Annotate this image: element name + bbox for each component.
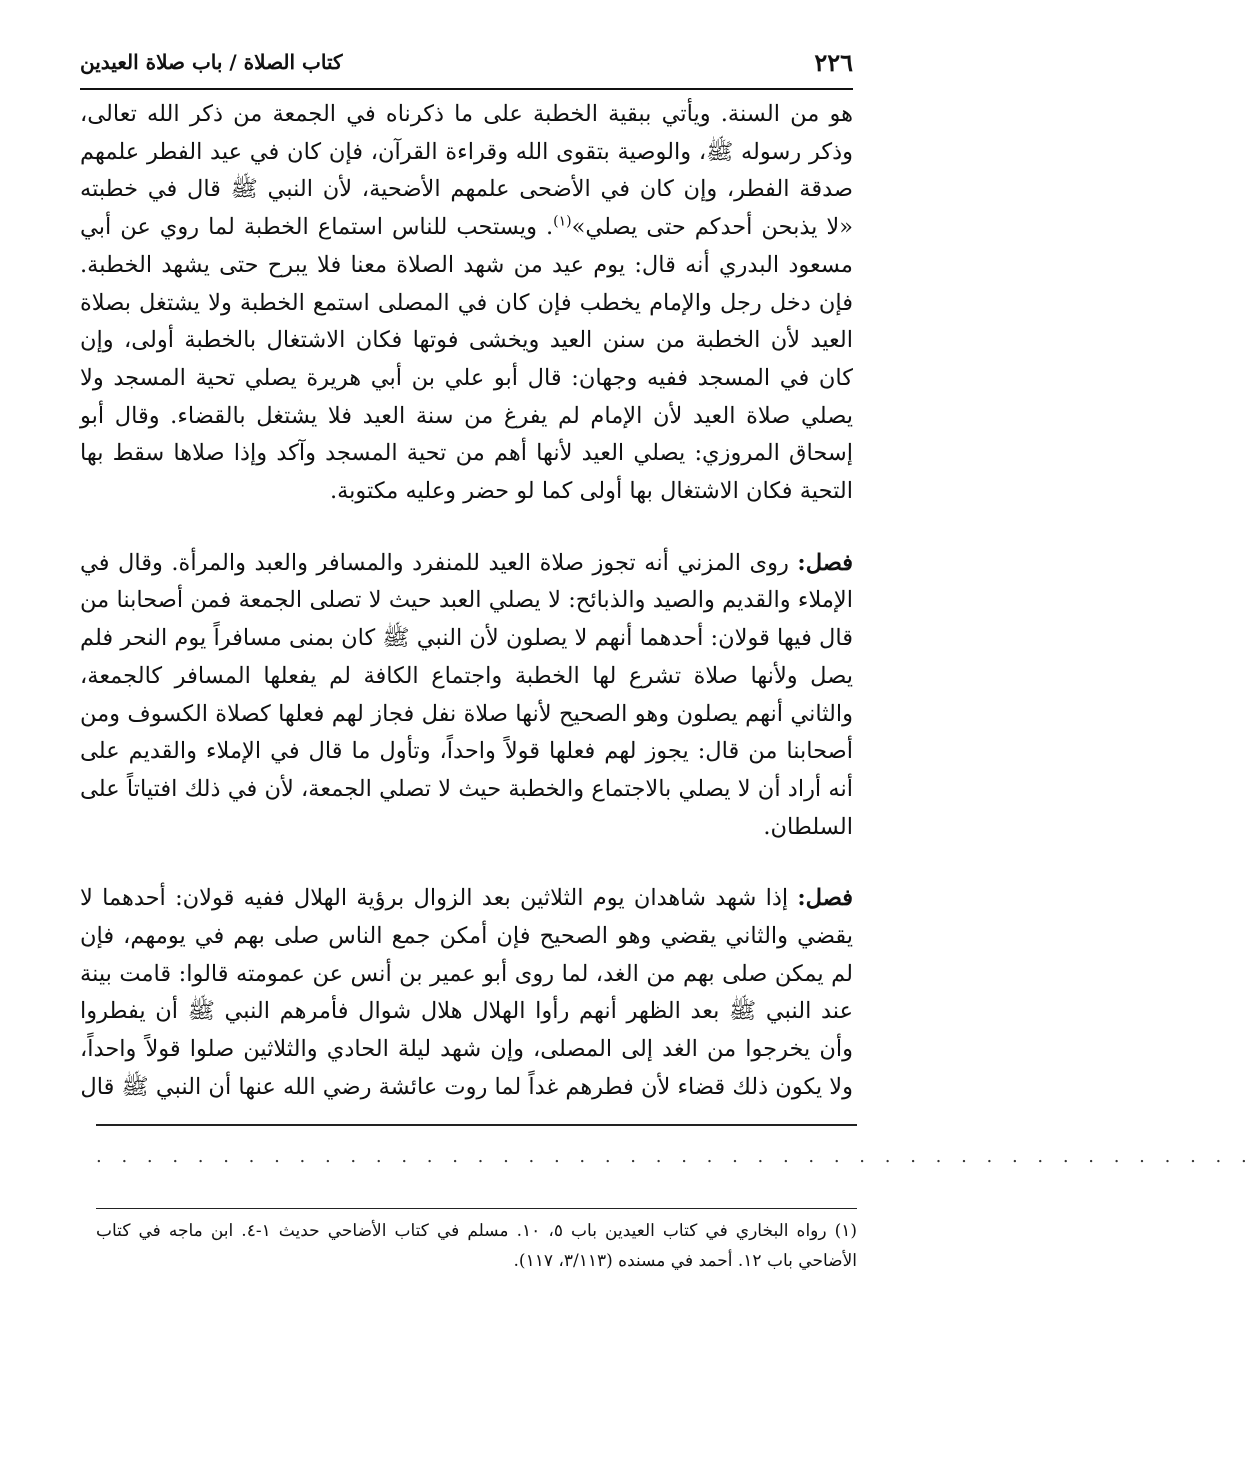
footnote xyxy=(96,1216,857,1276)
page-header xyxy=(80,44,853,84)
paragraph-1-part-b: . ويستحب للناس استماع الخطبة لما روي عن أبي مسعود البدري أنه قال: يوم عيد من شهد الصلاة معنا فلا يبرح حتى يشهد الخطبة. فإن دخل رجل والإمام يخطب فإن كان في المصلى استمع الخطبة ولا يشتغل بصلاة العيد لأن الخطبة من سنن العيد ويخشى فوتها فكان الاشتغال بالخطبة أولى، وإن كان في المسجد ففيه وجهان: قال أبو علي بن أبي هريرة يصلي تحية المسجد ولا يصلي صلاة العيد لأن الإمام لم يفرغ من سنة العيد فلا يشتغل بالقضاء. وقال أبو إسحاق المروزي: يصلي العيد لأنها أهم من تحية المسجد وآكد وإذا صلاها سقط بها التحية فكان الاشتغال بها أولى كما لو حضر وعليه مكتوبة. xyxy=(80,214,853,505)
paragraph-3-text: إذا شهد شاهدان يوم الثلاثين بعد الزوال برؤية الهلال ففيه قولان: أحدهما لا يقضي والثاني يقضي وهو الصحيح فإن أمكن جمع الناس صلى بهم في يومهم، فإن لم يمكن صلى بهم من الغد، لما روى أبو عمير بن أنس عن عمومته قالوا: قامت بينة عند النبي ﷺ بعد الظهر أنهم رأوا الهلال هلال شوال فأمرهم النبي ﷺ أن يفطروا وأن يخرجوا من الغد إلى المصلى، وإن شهد ليلة الحادي والثلاثين صلوا قولاً واحداً، ولا يكون ذلك قضاء لأن فطرهم غداً لما روت عائشة رضي الله عنها أن النبي ﷺ قال xyxy=(80,885,853,1100)
footnote-text: رواه البخاري في كتاب العيدين باب ٥، ١٠. مسلم في كتاب الأضاحي حديث ١-٤. ابن ماجه في كتاب الأضاحي باب ١٢. أحمد في مسنده (٣/١١٣، ١١٧). xyxy=(96,1221,857,1271)
footnote-number: (١) xyxy=(834,1221,858,1241)
running-title: كتاب الصلاة / باب صلاة العيدين xyxy=(80,50,343,74)
paragraph-2 xyxy=(80,545,853,847)
section-label: فصل: xyxy=(797,885,853,912)
section-label: فصل: xyxy=(797,549,854,576)
footnote-ref: (١) xyxy=(553,213,572,230)
header-rule xyxy=(80,88,853,90)
dotted-separator: . . . . . . . . . . . . . . . . . . . . . . . . . . . . . . . . . . . . . . . . . . . . . . xyxy=(96,1146,1254,1167)
paragraph-1 xyxy=(80,96,853,511)
footnote-rule xyxy=(96,1208,857,1209)
paragraph-2-text: روى المزني أنه تجوز صلاة العيد للمنفرد والمسافر والعبد والمرأة. وقال في الإملاء والقديم والصيد والذبائح: لا يصلي العبد حيث لا تصلى الجمعة فمن أصحابنا من قال فيها قولان: أحدهما أنهم لا يصلون لأن النبي ﷺ كان بمنى مسافراً يوم النحر فلم يصل ولأنها صلاة تشرع لها الخطبة واجتماع الكافة لم يفعلها المسافر كالجمعة، والثاني أنهم يصلون وهو الصحيح لأنها صلاة نفل فجاز لهم فعلها كصلاة الكسوف ومن أصحابنا من قال: يجوز لهم فعلها قولاً واحداً، وتأول ما قال في الإملاء والقديم على أنه أراد أن لا يصلي بالاجتماع والخطبة حيث لا تصلي الجمعة، لأن في ذلك افتياتاً على السلطان. xyxy=(80,549,853,840)
page-number: ٢٢٦ xyxy=(814,48,853,77)
paragraph-1-part-a: هو من السنة. ويأتي ببقية الخطبة على ما ذكرناه في الجمعة من ذكر الله تعالى، وذكر رسوله ﷺ، والوصية بتقوى الله وقراءة القرآن، فإن كان في عيد الفطر علمهم صدقة الفطر، وإن كان في الأضحى علمهم الأضحية، لأن النبي ﷺ قال في خطبته «لا يذبحن أحدكم حتى يصلي» xyxy=(80,101,853,241)
main-text xyxy=(80,96,853,1107)
text-end-rule xyxy=(96,1124,857,1126)
paragraph-3 xyxy=(80,880,853,1106)
